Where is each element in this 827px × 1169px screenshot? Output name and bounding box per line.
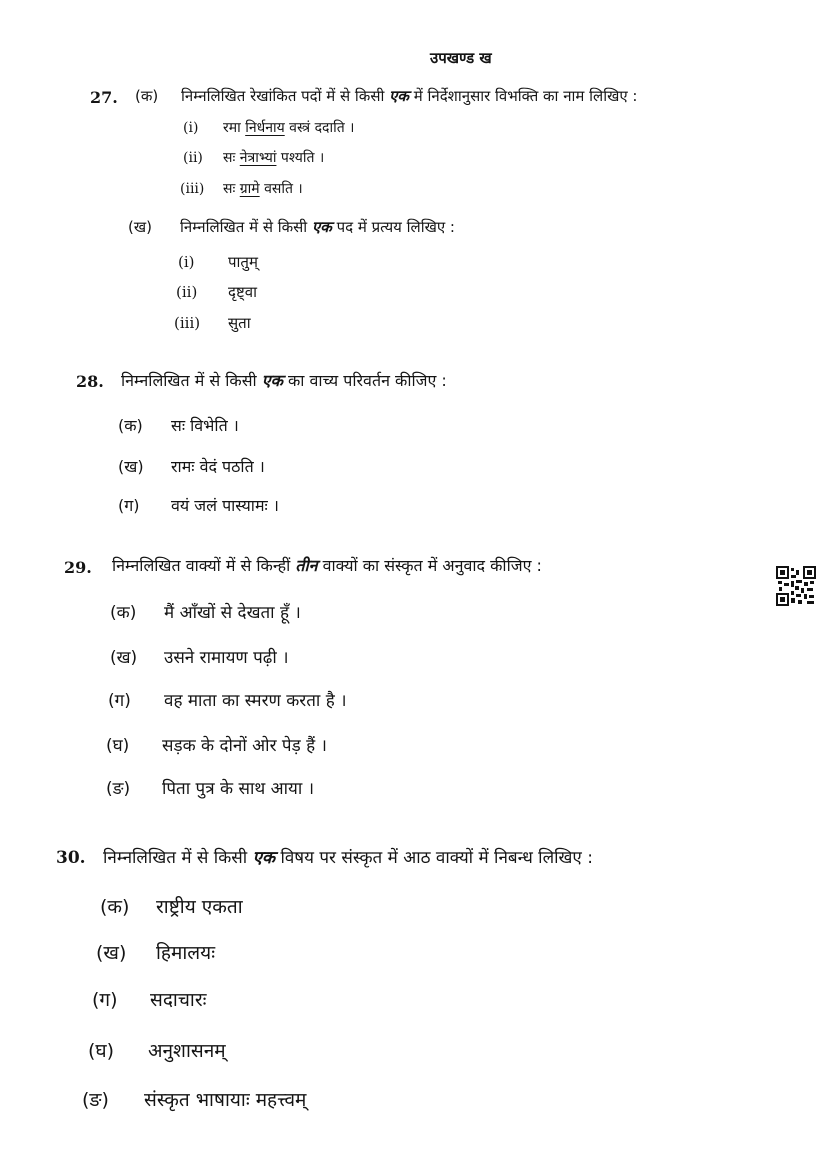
q27b-item-2-num: (ii) xyxy=(176,283,198,301)
q28-option-3 xyxy=(118,494,279,516)
q28-instr-pre: निम्नलिखित में से किसी xyxy=(121,371,257,390)
q28-option-3-label: (ग) xyxy=(118,496,140,515)
question-27b-instruction xyxy=(128,217,455,237)
q29-option-3-label: (ग) xyxy=(108,691,131,711)
qr-code-icon xyxy=(776,566,816,606)
q27b-item-1-text: पातुम् xyxy=(228,253,258,271)
q30-option-2-text: हिमालयः xyxy=(156,942,216,964)
q29-instr-pre: निम्नलिखित वाक्यों में से किन्हीं xyxy=(112,556,291,575)
question-29-number: 29. xyxy=(64,558,92,577)
q27a-item-2-pre: सः xyxy=(223,150,236,166)
q29-option-2-text: उसने रामायण पढ़ी । xyxy=(164,648,289,668)
q27a-item-1-post: वस्त्रं ददाति । xyxy=(289,120,355,136)
q27b-item-3-num: (iii) xyxy=(174,314,201,332)
q27a-item-1-num: (i) xyxy=(183,120,199,136)
q28-option-2-text: रामः वेदं पठति । xyxy=(171,457,265,476)
q27a-item-3-num: (iii) xyxy=(180,181,205,197)
q27a-item-3-underlined: ग्रामे xyxy=(239,181,260,197)
q27a-item-2 xyxy=(183,148,324,167)
q28-option-1 xyxy=(118,414,239,436)
q29-option-2-label: (ख) xyxy=(110,648,138,668)
q27b-item-2 xyxy=(176,282,257,302)
q27b-item-3 xyxy=(174,313,251,333)
q30-option-5-label: (ङ) xyxy=(82,1089,109,1111)
q30-option-4 xyxy=(88,1037,226,1063)
q30-option-1 xyxy=(100,893,243,919)
q27a-item-2-underlined: नेत्राभ्यां xyxy=(239,150,277,166)
q30-option-2-label: (ख) xyxy=(96,942,127,964)
q30-option-2 xyxy=(96,939,215,965)
q29-option-5-label: (ङ) xyxy=(106,779,131,799)
question-30-instruction xyxy=(103,845,593,868)
q27a-item-3-post: वसति । xyxy=(264,181,303,197)
question-27-number: 27. xyxy=(90,88,118,107)
q29-option-1 xyxy=(110,600,301,623)
q30-option-3-text: सदाचारः xyxy=(150,989,207,1011)
q29-option-3-text: वह माता का स्मरण करता है । xyxy=(164,691,347,711)
q29-option-4-label: (घ) xyxy=(106,736,130,756)
question-27b-label: (ख) xyxy=(128,218,152,236)
q27a-instr-post: में निर्देशानुसार विभक्ति का नाम लिखिए : xyxy=(413,87,638,105)
q27b-instr-em: एक xyxy=(311,218,332,236)
q27a-item-1-pre: रमा xyxy=(223,120,241,136)
q27b-instr-pre: निम्नलिखित में से किसी xyxy=(180,218,308,236)
q29-option-5-text: पिता पुत्र के साथ आया । xyxy=(162,779,315,799)
question-30-number: 30. xyxy=(56,848,86,868)
q27a-instr-pre: निम्नलिखित रेखांकित पदों में से किसी xyxy=(181,87,385,105)
q28-option-2-label: (ख) xyxy=(118,457,144,476)
q28-option-3-text: वयं जलं पास्यामः । xyxy=(171,496,279,515)
q27b-item-2-text: दृष्ट्वा xyxy=(228,283,257,301)
q30-instr-em: एक xyxy=(252,848,276,868)
q28-option-1-label: (क) xyxy=(118,416,143,435)
q29-option-3 xyxy=(108,688,347,711)
q28-instr-em: एक xyxy=(261,371,283,390)
q30-instr-pre: निम्नलिखित में से किसी xyxy=(103,848,248,868)
question-27a-label: (क) xyxy=(135,87,159,105)
q30-option-1-label: (क) xyxy=(100,896,130,918)
q30-option-3 xyxy=(92,986,206,1012)
q29-instr-em: तीन xyxy=(295,556,318,575)
q27a-item-1-underlined: निर्धनाय xyxy=(245,120,285,136)
q29-option-4-text: सड़क के दोनों ओर पेड़ हैं । xyxy=(162,736,327,756)
q30-option-4-label: (घ) xyxy=(88,1040,115,1062)
q27b-item-3-text: सुता xyxy=(228,314,251,332)
q27a-item-3-pre: सः xyxy=(223,181,236,197)
q27a-item-2-post: पश्यति । xyxy=(280,150,325,166)
q29-option-5 xyxy=(106,776,314,799)
q27a-instr-em: एक xyxy=(389,87,409,105)
question-27a-instruction xyxy=(135,86,637,106)
question-28-number: 28. xyxy=(76,372,104,391)
q29-option-1-label: (क) xyxy=(110,603,137,623)
q29-option-4 xyxy=(106,733,327,756)
q27a-item-1 xyxy=(183,118,354,137)
q27a-item-3 xyxy=(180,179,303,198)
q29-option-2 xyxy=(110,645,289,668)
q28-option-2 xyxy=(118,455,265,477)
q29-option-1-text: मैं आँखों से देखता हूँ । xyxy=(164,603,301,623)
q30-option-5 xyxy=(82,1086,306,1112)
q30-option-4-text: अनुशासनम् xyxy=(148,1040,226,1062)
q30-option-3-label: (ग) xyxy=(92,989,118,1011)
q28-instr-post: का वाच्य परिवर्तन कीजिए : xyxy=(288,371,447,390)
question-28-instruction xyxy=(121,369,447,391)
q27b-item-1-num: (i) xyxy=(178,253,195,271)
q27a-item-2-num: (ii) xyxy=(183,150,203,166)
q30-option-5-text: संस्कृत भाषायाः महत्त्वम् xyxy=(144,1089,307,1111)
q27b-item-1 xyxy=(178,252,258,272)
q27b-instr-post: पद में प्रत्यय लिखिए : xyxy=(336,218,455,236)
section-heading: उपखण्ड ख xyxy=(430,49,492,67)
q30-instr-post: विषय पर संस्कृत में आठ वाक्यों में निबन्ध लिखिए : xyxy=(280,848,593,868)
q28-option-1-text: सः विभेति । xyxy=(171,416,239,435)
question-29-instruction xyxy=(112,554,542,576)
q29-instr-post: वाक्यों का संस्कृत में अनुवाद कीजिए : xyxy=(322,556,542,575)
q30-option-1-text: राष्ट्रीय एकता xyxy=(156,896,243,918)
